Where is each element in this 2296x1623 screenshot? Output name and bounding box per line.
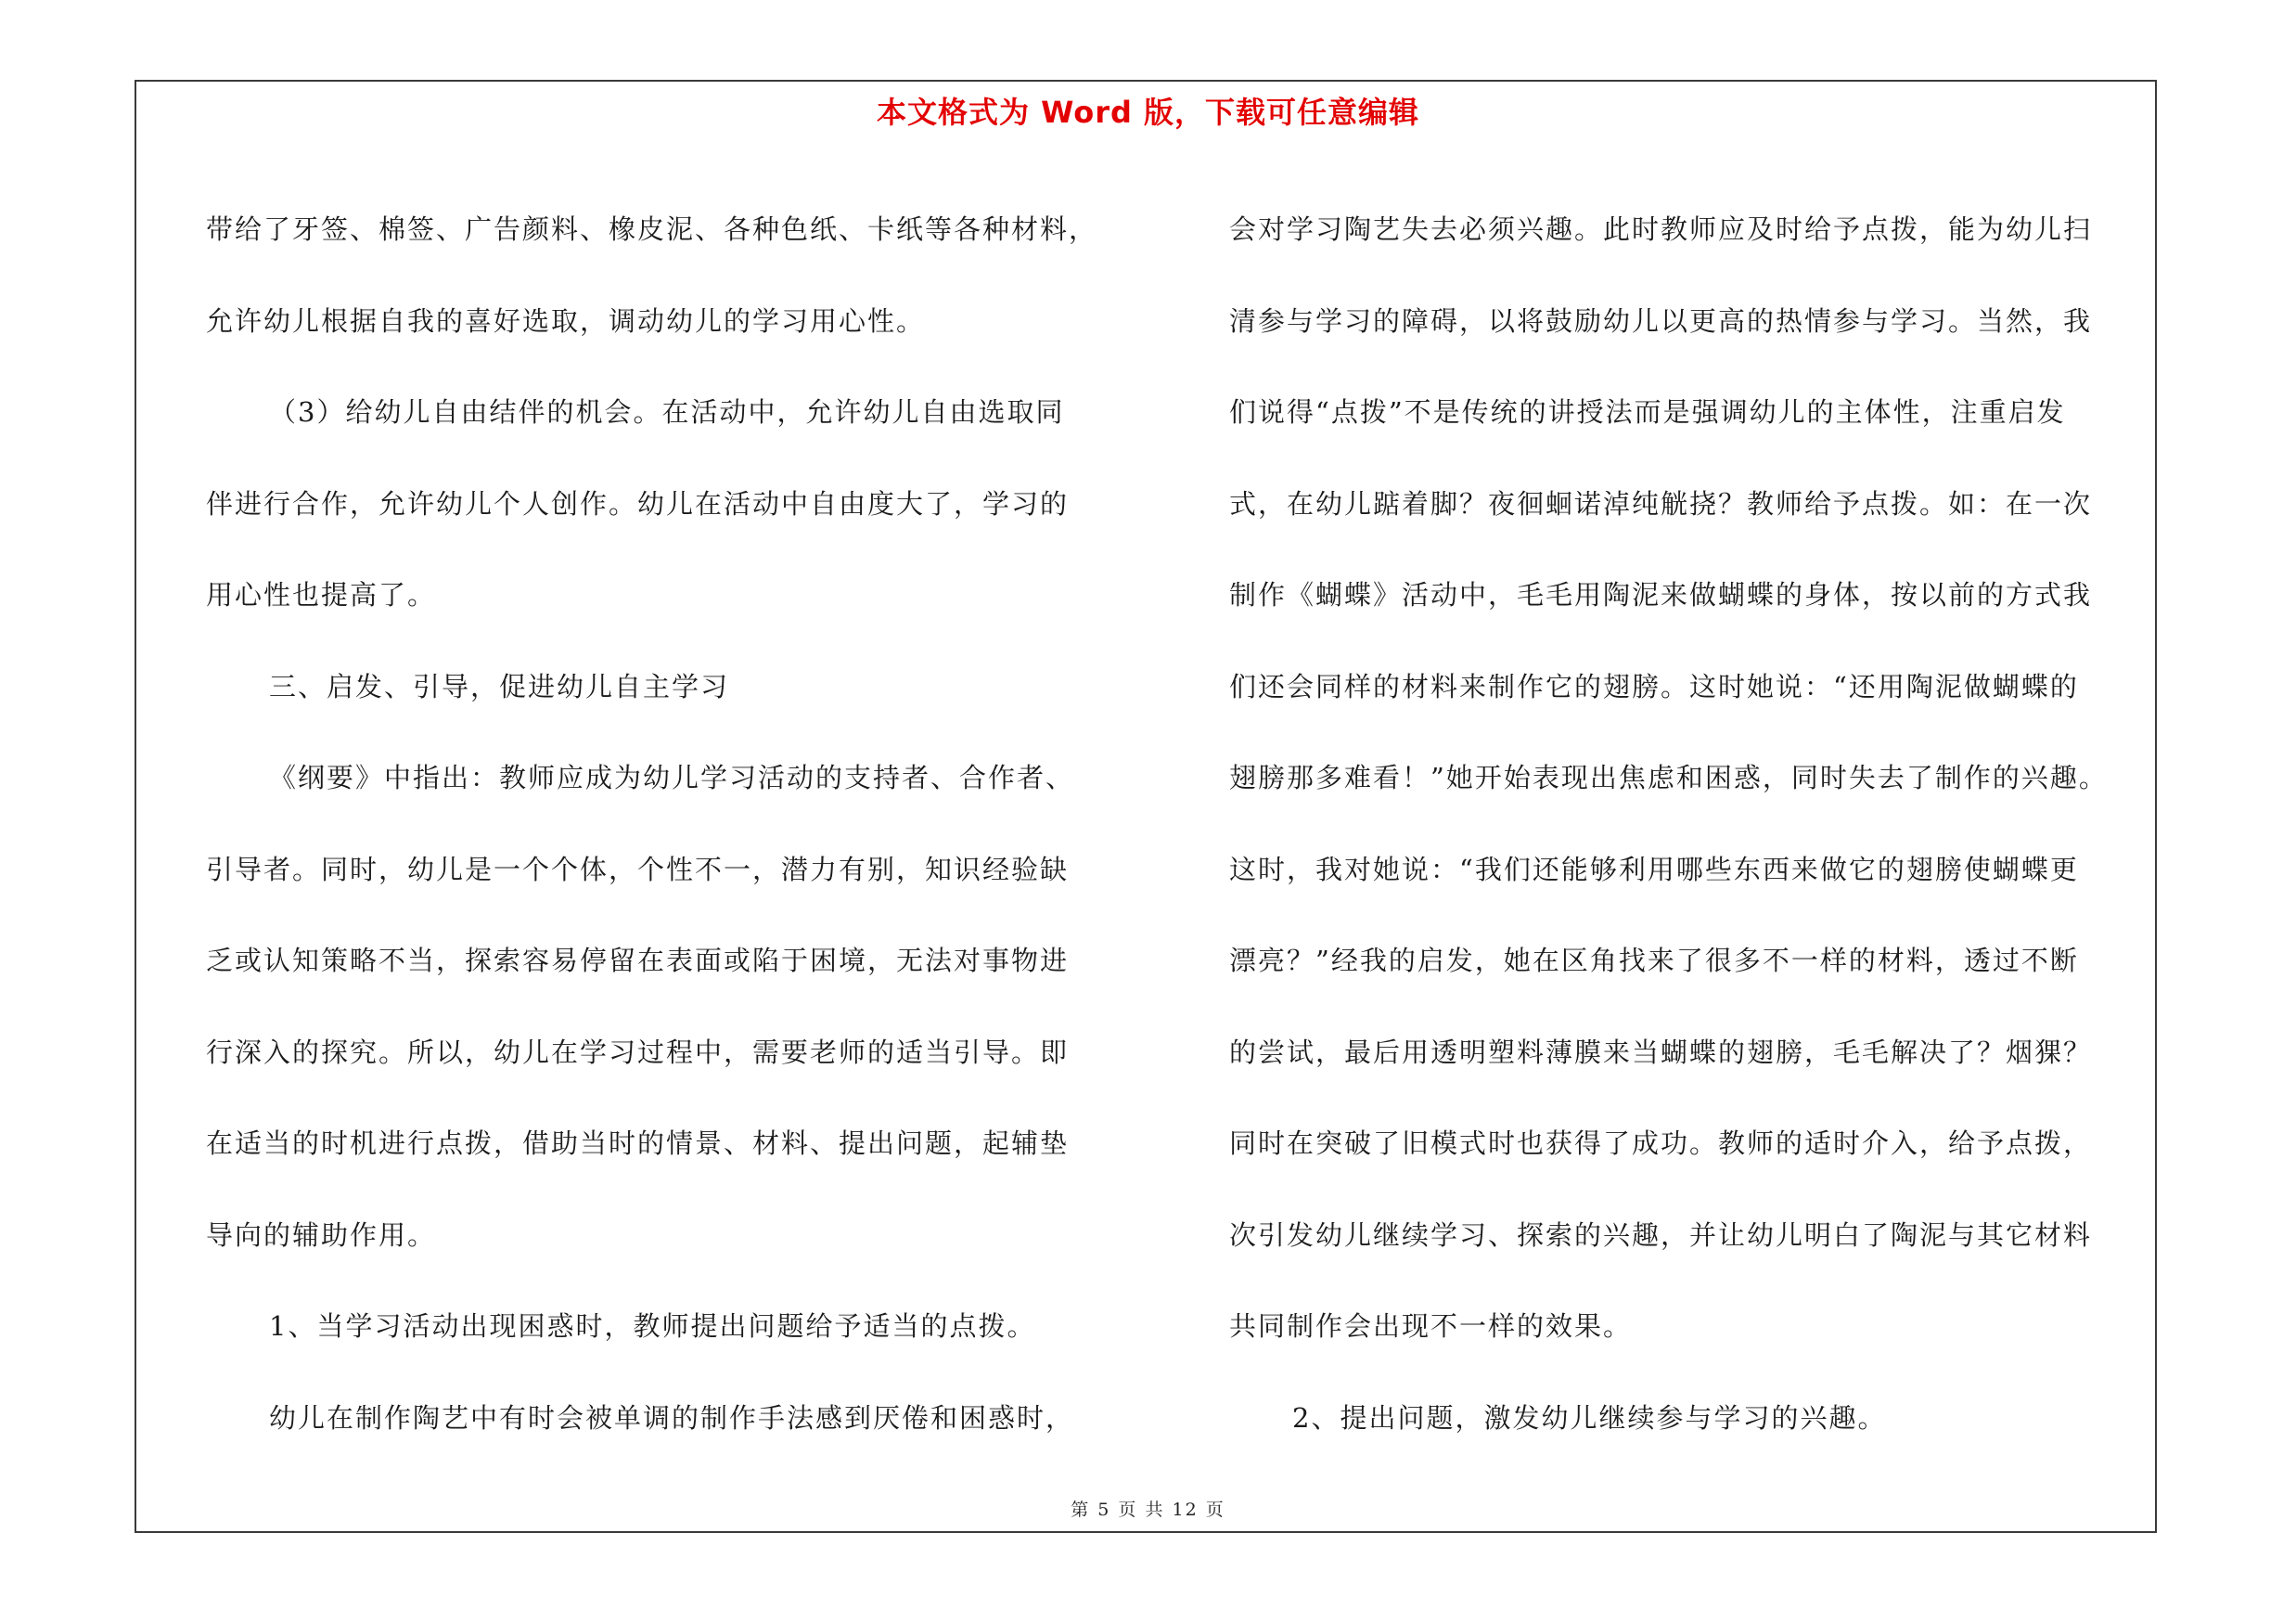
text-line: 清参与学习的障碍，以将鼓励幼儿以更高的热情参与学习。当然，我 (1229, 304, 2093, 337)
text-line: 的尝试，最后用透明塑料薄膜来当蝴蝶的翅膀，毛毛解决了？烟猓？ (1229, 1036, 2093, 1068)
text-line: 会对学习陶艺失去必须兴趣。此时教师应及时给予点拨，能为幼儿扫 (1229, 213, 2093, 245)
text-line: 这时，我对她说：“我们还能够利用哪些东西来做它的翅膀使蝴蝶更 (1229, 853, 2079, 885)
text-line: 三、启发、引导，促进幼儿自主学习 (269, 670, 730, 702)
text-line: 在适当的时机进行点拨，借助当时的情景、材料、提出问题，起辅垫 (206, 1127, 1070, 1159)
text-line: 引导者。同时，幼儿是一个个体，个性不一，潜力有别，知识经验缺 (206, 853, 1070, 885)
text-line: 制作《蝴蝶》活动中，毛毛用陶泥来做蝴蝶的身体，按以前的方式我 (1229, 579, 2093, 611)
text-line: 乏或认知策略不当，探索容易停留在表面或陷于困境，无法对事物进 (206, 945, 1070, 976)
text-line: 次引发幼儿继续学习、探索的兴趣，并让幼儿明白了陶泥与其它材料 (1229, 1218, 2093, 1251)
text-line: 《纲要》中指出：教师应成为幼儿学习活动的支持者、合作者、 (269, 762, 1075, 793)
banner-title: 本文格式为 Word 版，下载可任意编辑 (876, 95, 1420, 130)
text-line: 翅膀那多难看！”她开始表现出焦虑和困惑，同时失去了制作的兴趣。 (1229, 762, 2108, 793)
text-line: 们说得“点拨”不是传统的讲授法而是强调幼儿的主体性，注重启发 (1229, 396, 2066, 428)
text-line: 导向的辅助作用。 (206, 1218, 437, 1251)
text-line: 允许幼儿根据自我的喜好选取，调动幼儿的学习用心性。 (206, 304, 926, 337)
page-number: 第 5 页 共 12 页 (1071, 1500, 1225, 1520)
text-line: 们还会同样的材料来制作它的翅膀。这时她说：“还用陶泥做蝴蝶的 (1229, 670, 2079, 702)
left-column (206, 184, 1138, 1463)
text-line: 带给了牙签、棉签、广告颜料、橡皮泥、各种色纸、卡纸等各种材料， (206, 213, 1098, 245)
text-line: 行深入的探究。所以，幼儿在学习过程中，需要老师的适当引导。即 (206, 1036, 1070, 1068)
text-line: 用心性也提高了。 (206, 579, 437, 611)
text-line: 1、当学习活动出现困惑时，教师提出问题给予适当的点拨。 (269, 1310, 1036, 1342)
text-line: 2、提出问题，激发幼儿继续参与学习的兴趣。 (1292, 1401, 1887, 1434)
text-line: 幼儿在制作陶艺中有时会被单调的制作手法感到厌倦和困惑时， (269, 1401, 1075, 1434)
text-line: 伴进行合作，允许幼儿个人创作。幼儿在活动中自由度大了，学习的 (206, 487, 1070, 520)
text-line: （3）给幼儿自由结伴的机会。在活动中，允许幼儿自由选取同 (269, 396, 1065, 428)
right-column (1229, 184, 2157, 1463)
text-line: 同时在突破了旧模式时也获得了成功。教师的适时介入，给予点拨， (1229, 1127, 2093, 1159)
text-line: 式，在幼儿踮着脚？夜徊蛔诺淖纯觥挠？教师给予点拨。如：在一次 (1229, 487, 2093, 520)
text-line: 漂亮？”经我的启发，她在区角找来了很多不一样的材料，透过不断 (1229, 945, 2079, 976)
text-line: 共同制作会出现不一样的效果。 (1229, 1310, 1633, 1342)
